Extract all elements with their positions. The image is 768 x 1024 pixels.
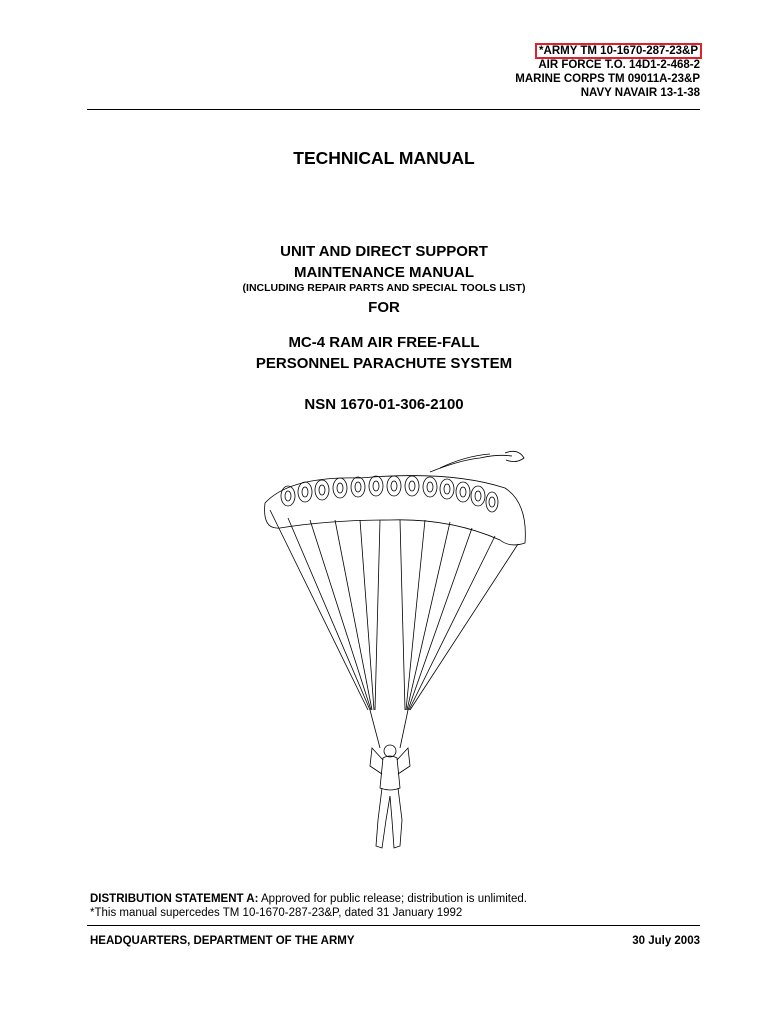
distribution-statement (90, 892, 527, 906)
manual-type-line2: MAINTENANCE MANUAL (294, 264, 474, 281)
manual-type-note: (INCLUDING REPAIR PARTS AND SPECIAL TOOLS LIST) (242, 282, 526, 294)
footer-divider (87, 925, 700, 926)
manual-type-for: FOR (368, 299, 400, 316)
publication-numbers (515, 44, 700, 100)
header-divider (87, 109, 700, 110)
navy-navair-number: NAVY NAVAIR 13-1-38 (580, 87, 700, 99)
headquarters: HEADQUARTERS, DEPARTMENT OF THE ARMY (90, 935, 355, 947)
army-tm-number (515, 44, 700, 58)
marine-corps-tm-number: MARINE CORPS TM 09011A-23&P (515, 73, 700, 85)
document-title: TECHNICAL MANUAL (293, 148, 475, 168)
air-force-to-number: AIR FORCE T.O. 14D1-2-468-2 (538, 59, 700, 71)
distribution-text: Approved for public release; distribution is unlimited. (261, 893, 527, 905)
army-tm-highlight: *ARMY TM 10-1670-287-23&P (539, 45, 698, 57)
parachute-illustration (250, 448, 540, 858)
publication-date: 30 July 2003 (632, 935, 700, 947)
distribution-label: DISTRIBUTION STATEMENT A: (90, 893, 259, 905)
system-name-line1: MC-4 RAM AIR FREE-FALL (288, 334, 480, 351)
system-name-line2: PERSONNEL PARACHUTE SYSTEM (255, 355, 513, 372)
manual-type-line1: UNIT AND DIRECT SUPPORT (280, 243, 488, 260)
supersedes-note: *This manual supercedes TM 10-1670-287-23&P, dated 31 January 1992 (90, 907, 463, 919)
nsn-number: NSN 1670-01-306-2100 (304, 396, 464, 413)
